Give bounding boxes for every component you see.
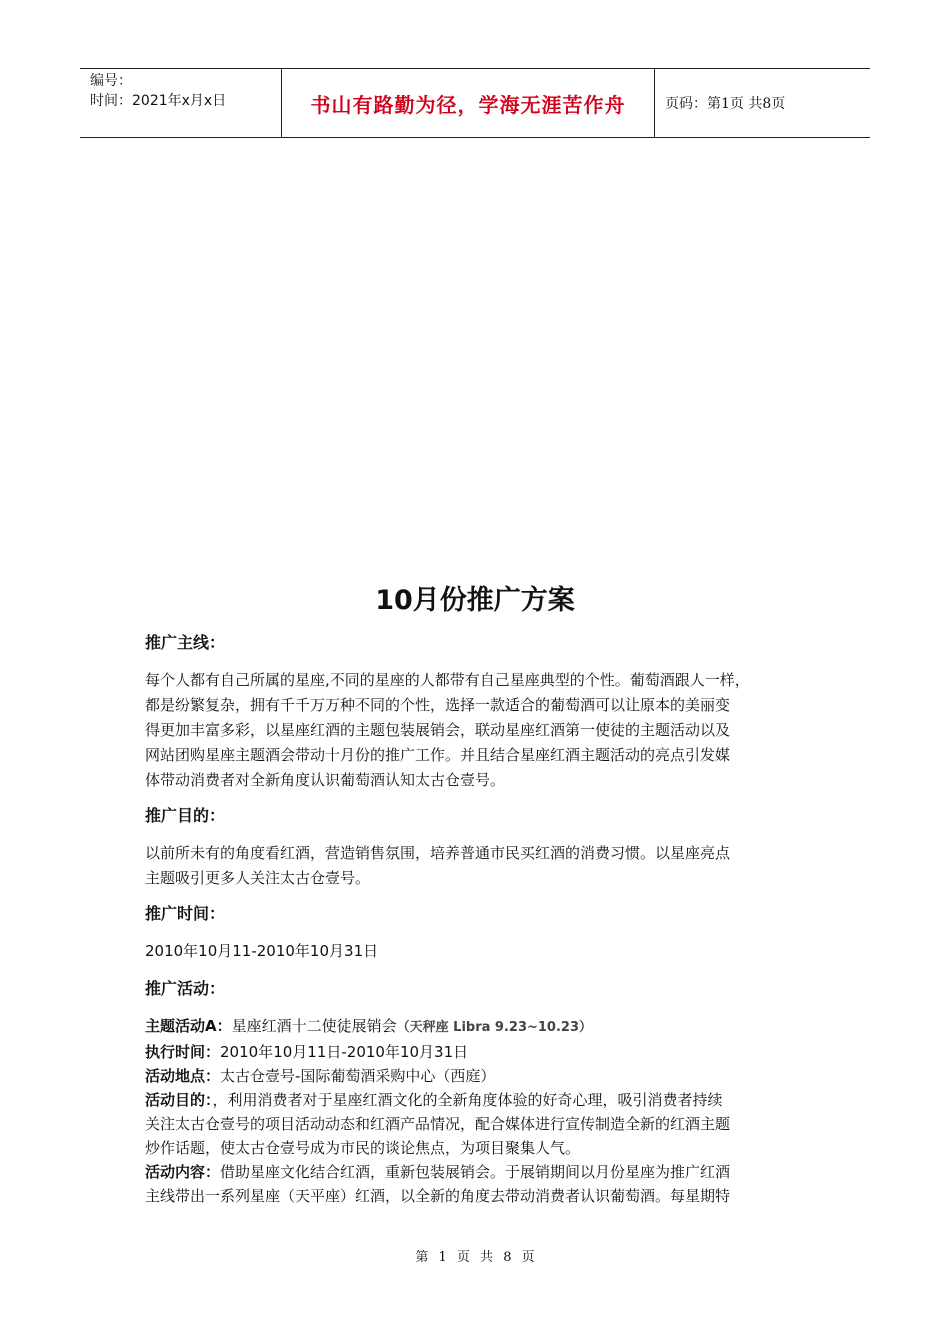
content-label: 活动内容： bbox=[145, 1163, 221, 1181]
header-meta bbox=[80, 69, 282, 137]
section-heading-purpose: 推广目的： bbox=[145, 806, 226, 825]
header-page-info bbox=[655, 69, 870, 137]
content-line: 主线带出一系列星座（天平座）红酒，以全新的角度去带动消费者认识葡萄酒。每星期特 bbox=[145, 1187, 731, 1205]
content-text: 借助星座文化结合红酒，重新包装展销会。于展销期间以月份星座为推广红酒 bbox=[220, 1163, 731, 1181]
theme-activity-note: （天秤座 Libra 9.23~10.23） bbox=[396, 1020, 593, 1035]
paragraph-line: 得更加丰富多彩，以星座红酒的主题包装展销会，联动星座红酒第一使徒的主题活动以及 bbox=[145, 721, 731, 739]
header-motto: 书山有路勤为径，学海无涯苦作舟 bbox=[310, 92, 626, 117]
section-heading-activities: 推广活动： bbox=[145, 979, 226, 998]
exec-time-label: 执行时间： bbox=[145, 1043, 221, 1061]
section-heading-time: 推广时间： bbox=[145, 904, 226, 923]
exec-time-text: 2010年10月11日-2010年10月31日 bbox=[220, 1043, 469, 1061]
header-motto-cell bbox=[282, 69, 655, 137]
section-heading-mainline: 推广主线： bbox=[145, 633, 226, 652]
theme-activity-label: 主题活动A： bbox=[145, 1017, 232, 1035]
paragraph-line: 都是纷繁复杂，拥有千千万万种不同的个性，选择一款适合的葡萄酒可以让原本的美丽变 bbox=[145, 696, 731, 714]
paragraph-line: 主题吸引更多人关注太古仓壹号。 bbox=[145, 869, 371, 887]
content-line bbox=[145, 1160, 815, 1184]
place-line bbox=[145, 1064, 815, 1088]
page-footer: 第 1 页 共 8 页 bbox=[415, 1250, 535, 1265]
exec-time-line bbox=[145, 1040, 815, 1064]
paragraph-line: 体带动消费者对全新角度认识葡萄酒认知太古仓壹号。 bbox=[145, 771, 506, 789]
number-label: 编号： bbox=[90, 73, 132, 89]
goal-line: 关注太古仓壹号的项目活动动态和红酒产品情况，配合媒体进行宣传制造全新的红酒主题 bbox=[145, 1115, 731, 1133]
goal-label: 活动目的： bbox=[145, 1091, 213, 1109]
place-label: 活动地点： bbox=[145, 1067, 221, 1085]
theme-activity-line bbox=[145, 1014, 815, 1040]
paragraph-line: 每个人都有自己所属的星座,不同的星座的人都带有自己星座典型的个性。葡萄酒跟人一样， bbox=[145, 671, 750, 689]
document-body bbox=[145, 628, 815, 1208]
goal-line bbox=[145, 1088, 815, 1112]
promotion-time-text: 2010年10月11-2010年10月31日 bbox=[145, 942, 379, 960]
document-header bbox=[80, 68, 870, 138]
goal-line: 炒作话题，使太古仓壹号成为市民的谈论焦点，为项目聚集人气。 bbox=[145, 1139, 581, 1157]
document-title: 10月份推广方案 bbox=[375, 585, 575, 616]
paragraph-line: 以前所未有的角度看红酒，营造销售氛围，培养普通市民买红酒的消费习惯。以星座亮点 bbox=[145, 844, 731, 862]
goal-text: ，利用消费者对于星座红酒文化的全新角度体验的好奇心理，吸引消费者持续 bbox=[212, 1091, 723, 1109]
paragraph-line: 网站团购星座主题酒会带动十月份的推广工作。并且结合星座红酒主题活动的亮点引发媒 bbox=[145, 746, 731, 764]
date-label: 时间：2021年x月x日 bbox=[90, 93, 227, 109]
theme-activity-text: 星座红酒十二使徒展销会 bbox=[231, 1017, 397, 1035]
place-text: 太古仓壹号-国际葡萄酒采购中心（西庭） bbox=[220, 1067, 496, 1085]
page-info-text: 页码：第1页 共8页 bbox=[665, 96, 786, 112]
